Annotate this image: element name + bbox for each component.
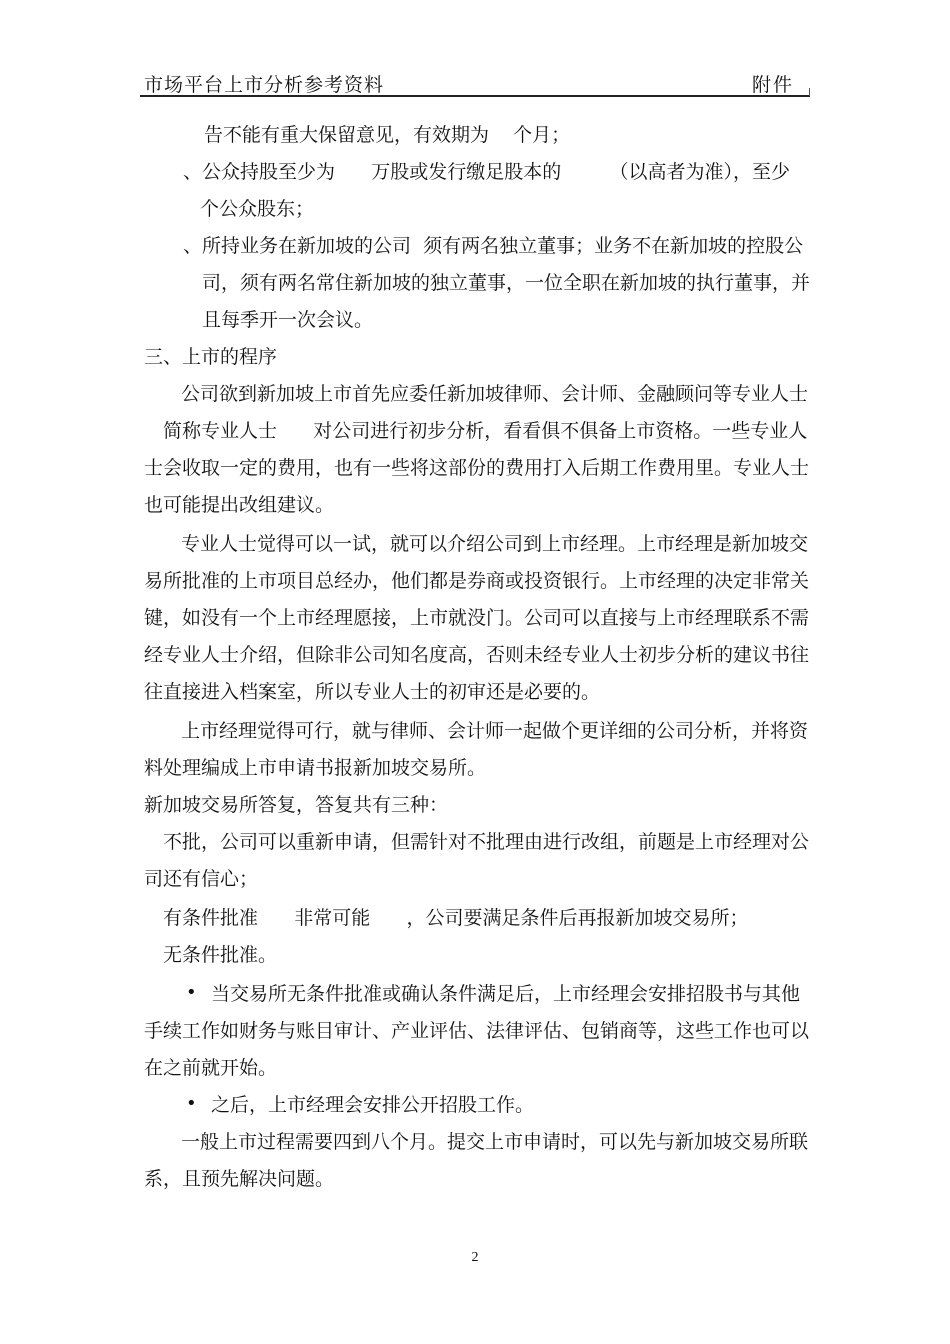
- bullet-marker: •: [186, 982, 197, 1003]
- body-line: 新加坡交易所答复，答复共有三种：: [144, 794, 449, 816]
- body-line: 有条件批准 非常可能 ，公司要满足条件后再报新加坡交易所；: [163, 907, 749, 929]
- body-line: 、所持业务在新加坡的公司 须有两名独立董事；业务不在新加坡的控股公: [183, 235, 804, 257]
- body-line: 一般上市过程需要四到八个月。提交上市申请时，可以先与新加坡交易所联: [181, 1131, 809, 1153]
- body-line: 也可能提出改组建议。: [144, 494, 335, 516]
- body-line: 系，且预先解决问题。: [144, 1168, 335, 1190]
- body-line: 上市经理觉得可行，就与律师、会计师一起做个更详细的公司分析，并将资: [181, 720, 809, 742]
- body-line: 专业人士觉得可以一试，就可以介绍公司到上市经理。上市经理是新加坡交: [181, 533, 809, 555]
- body-line: 不批，公司可以重新申请，但需针对不批理由进行改组，前题是上市经理对公: [163, 831, 810, 853]
- body-line: 手续工作如财务与账目审计、产业评估、法律评估、包销商等，这些工作也可以: [144, 1020, 810, 1042]
- body-line: 料处理编成上市申请书报新加坡交易所。: [144, 757, 487, 779]
- bullet-marker: •: [186, 1093, 197, 1114]
- body-line: 易所批准的上市项目总经办，他们都是券商或投资银行。上市经理的决定非常关: [144, 570, 810, 592]
- header-attachment-label: 附件: [752, 74, 795, 96]
- body-line: 司还有信心；: [144, 868, 259, 890]
- header-rule: [140, 95, 810, 97]
- body-line: 且每季开一次会议。: [202, 309, 374, 331]
- header-title: 市场平台上市分析参考资料: [144, 74, 385, 96]
- body-line: 往直接进入档案室，所以专业人士的初审还是必要的。: [144, 681, 601, 703]
- body-line: 当交易所无条件批准或确认条件满足后，上市经理会安排招股书与其他: [211, 983, 801, 1005]
- body-line: 简称专业人士 对公司进行初步分析，看看俱不俱备上市资格。一些专业人: [163, 420, 808, 442]
- body-line: 个公众股东；: [200, 198, 315, 220]
- header-rule-tick: [809, 88, 810, 96]
- body-line: 在之前就开始。: [144, 1057, 278, 1079]
- body-line: 之后，上市经理会安排公开招股工作。: [211, 1094, 535, 1116]
- body-line: 公司欲到新加坡上市首先应委任新加坡律师、会计师、金融顾问等专业人士: [181, 383, 809, 405]
- body-line: 士会收取一定的费用，也有一些将这部份的费用打入后期工作费用里。专业人士: [144, 457, 810, 479]
- page-number: 2: [471, 1250, 479, 1265]
- body-line: 司，须有两名常住新加坡的独立董事，一位全职在新加坡的执行董事，并: [202, 272, 811, 294]
- body-line: 告不能有重大保留意见，有效期为 个月；: [204, 124, 571, 146]
- body-line: 经专业人士介绍，但除非公司知名度高，否则未经专业人士初步分析的建议书往: [144, 644, 810, 666]
- body-line: 、公众持股至少为 万股或发行缴足股本的 （以高者为准），至少: [183, 161, 791, 183]
- body-line: 无条件批准。: [163, 944, 278, 966]
- section-heading: 三、上市的程序: [144, 346, 278, 368]
- body-line: 键，如没有一个上市经理愿接，上市就没门。公司可以直接与上市经理联系不需: [144, 607, 810, 629]
